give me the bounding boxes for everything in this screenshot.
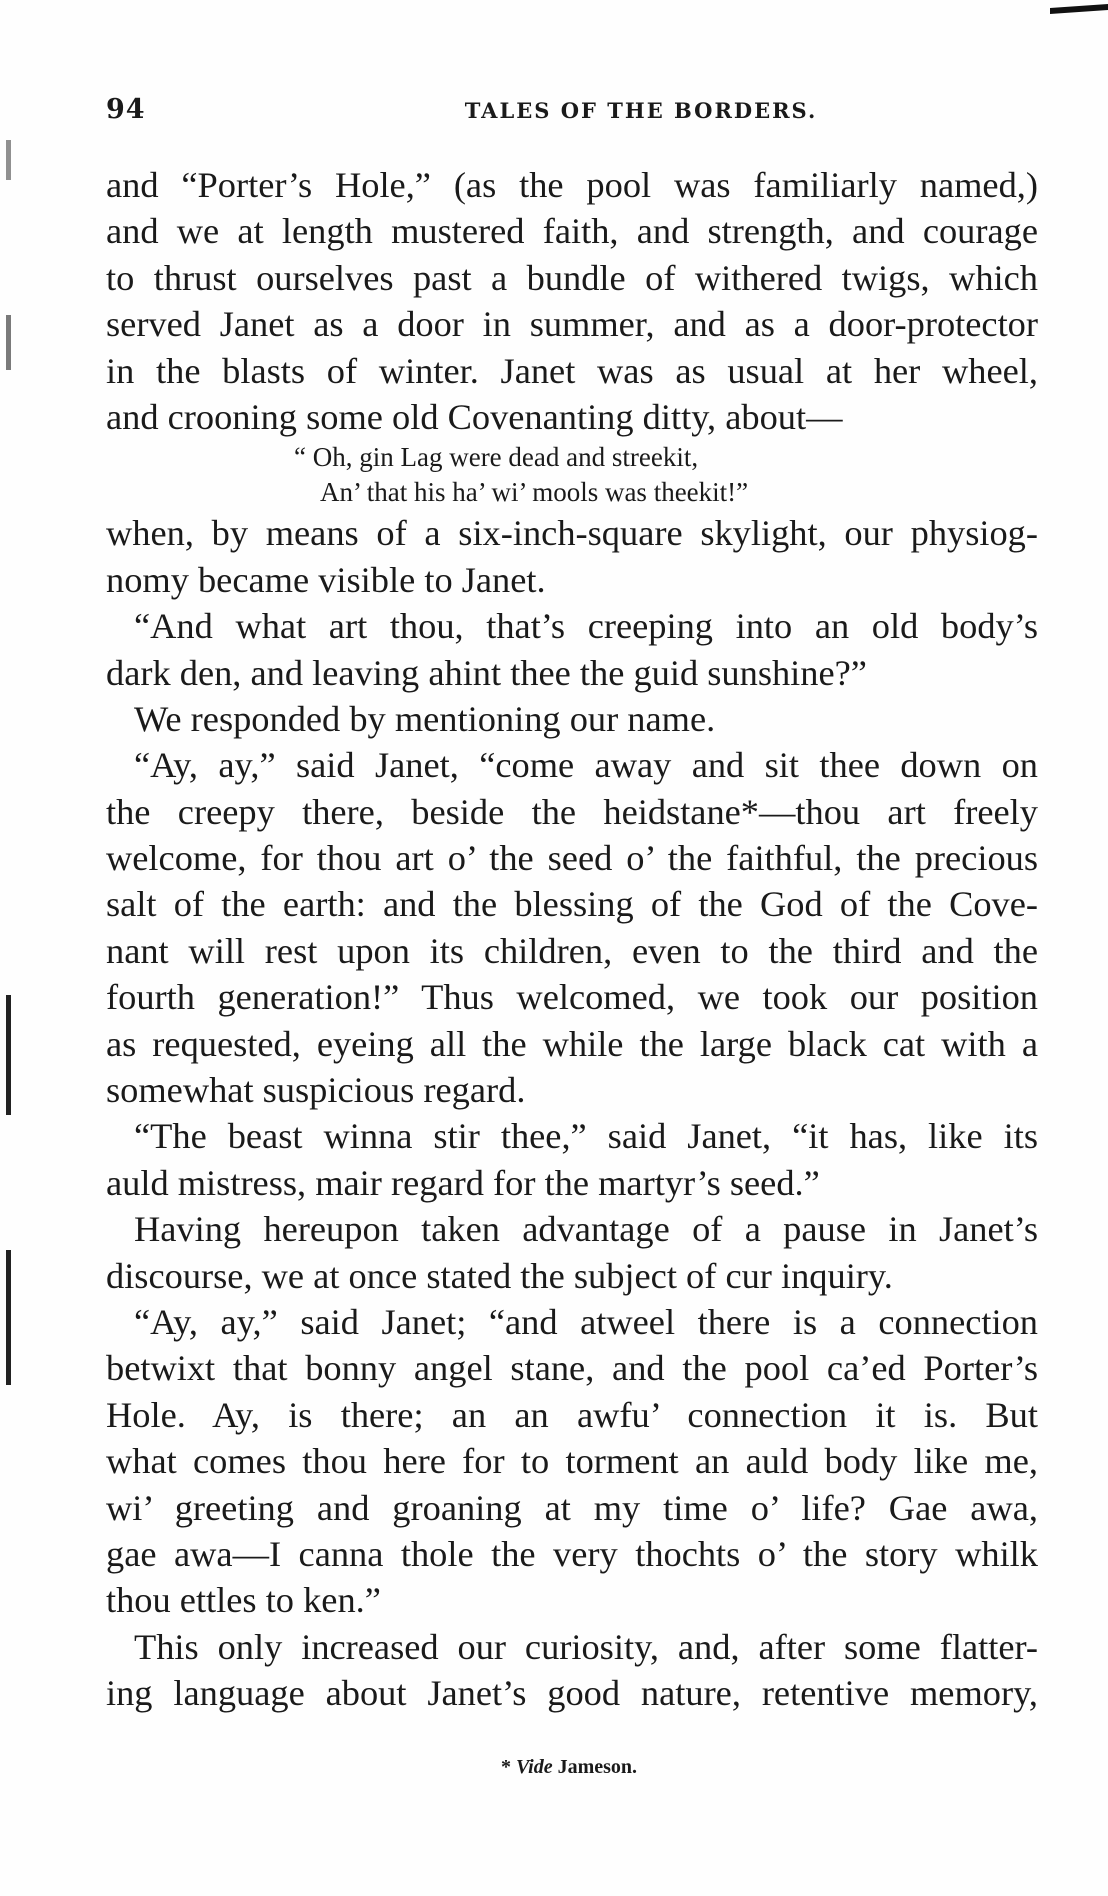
text-line: salt of the earth: and the blessing of the God of the Cove- [106,884,1038,925]
page-number: 94 [106,94,146,125]
footnote-vide: Vide [515,1756,553,1778]
scan-edge-mark [6,995,11,1115]
scan-edge-mark [6,1250,11,1385]
text-line: in the blasts of winter. Janet was as usual at her wheel, [106,350,1038,391]
verse-line: An’ that his ha’ wi’ mools was theekit!” [320,477,749,508]
text-line: welcome, for thou art o’ the seed o’ the faithful, the precious [106,838,1038,879]
text-line: “The beast winna stir thee,” said Janet, “it has, like its [134,1116,1038,1157]
running-title: TALES OF THE BORDERS. [464,98,818,123]
text-line: dark den, and leaving ahint thee the guid sunshine?” [106,652,867,693]
text-line: “And what art thou, that’s creeping into an old body’s [134,606,1038,647]
text-line: the creepy there, beside the heidstane*—thou art freely [106,791,1038,832]
text-line: when, by means of a six-inch-square skylight, our physiog- [106,513,1038,554]
text-line: wi’ greeting and groaning at my time o’ life? Gae awa, [106,1487,1038,1528]
text-line: “Ay, ay,” said Janet, “come away and sit thee down on [134,745,1038,786]
footnote-marker: * [500,1756,516,1778]
footnote [0,1756,1108,1779]
scan-edge-mark [6,315,11,370]
text-line: discourse, we at once stated the subject of cur inquiry. [106,1255,893,1296]
text-line: nomy became visible to Janet. [106,559,546,600]
text-line: Hole. Ay, is there; an an awfu’ connection it is. But [106,1394,1038,1435]
body-text [106,162,1038,1717]
text-line: betwixt that bonny angel stane, and the pool ca’ed Porter’s [106,1348,1038,1389]
text-line: fourth generation!” Thus welcomed, we took our position [106,977,1038,1018]
text-line: thou ettles to ken.” [106,1580,381,1621]
text-line: auld mistress, mair regard for the martyr’s seed.” [106,1162,820,1203]
text-line: We responded by mentioning our name. [134,698,716,739]
text-line: gae awa—I canna thole the very thochts o’ the story whilk [106,1533,1038,1574]
text-line: and we at length mustered faith, and strength, and courage [106,211,1038,252]
text-line: to thrust ourselves past a bundle of withered twigs, which [106,257,1038,298]
running-header [106,94,1036,124]
text-line: what comes thou here for to torment an auld body like me, [106,1441,1038,1482]
text-line: as requested, eyeing all the while the large black cat with a [106,1023,1038,1064]
scan-edge-mark [6,140,11,180]
text-line: Having hereupon taken advantage of a pause in Janet’s [134,1209,1038,1250]
text-line: and “Porter’s Hole,” (as the pool was familiarly named,) [106,165,1038,205]
text-line: served Janet as a door in summer, and as a door-protector [106,304,1038,345]
verse-line: “ Oh, gin Lag were dead and streekit, [294,442,699,473]
text-line: This only increased our curiosity, and, after some flatter- [134,1626,1038,1667]
text-line: “Ay, ay,” said Janet; “and atweel there is a connection [134,1301,1038,1342]
footnote-author: Jameson. [552,1756,638,1778]
text-line: somewhat suspicious regard. [106,1070,526,1111]
text-line: and crooning some old Covenanting ditty, about— [106,396,843,437]
verse-quote [106,440,1038,510]
text-line: nant will rest upon its children, even to the third and the [106,930,1038,971]
text-line: ing language about Janet’s good nature, retentive memory, [106,1673,1038,1714]
scan-corner-mark [1050,4,1108,14]
